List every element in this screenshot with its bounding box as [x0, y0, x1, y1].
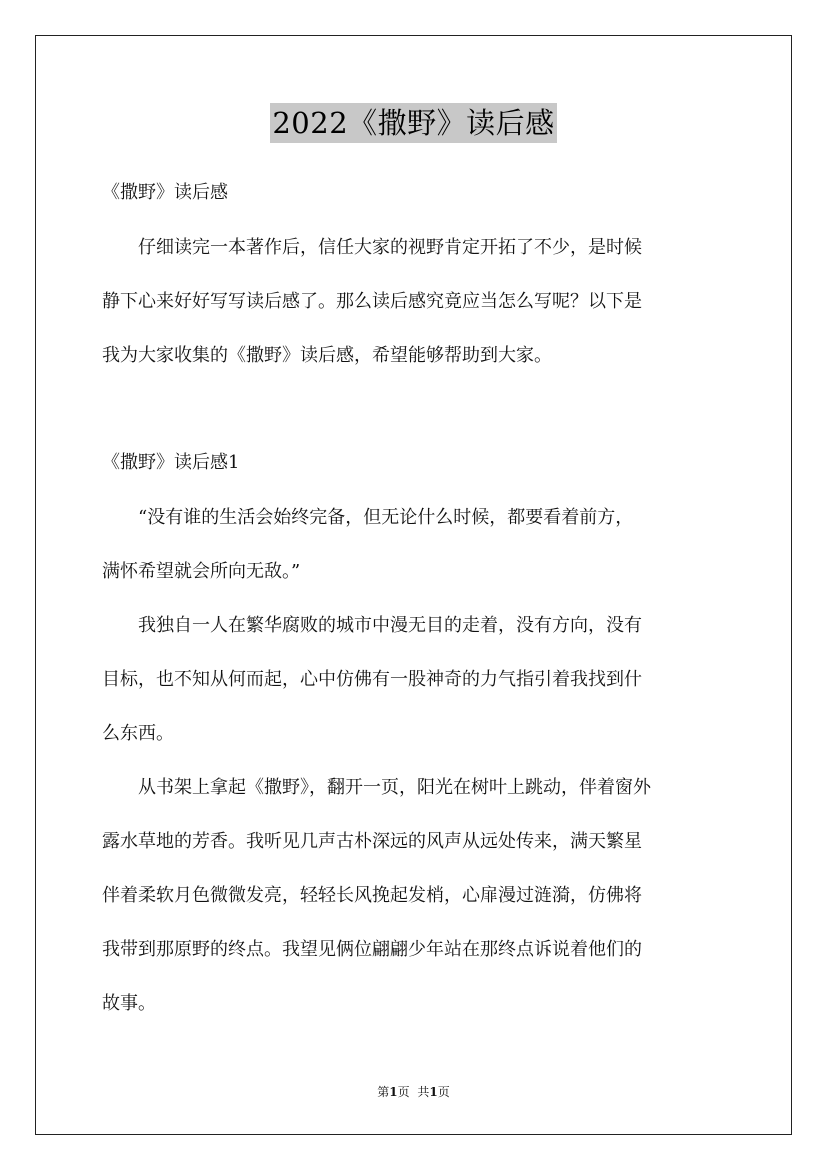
- page-number: 1: [389, 1085, 398, 1099]
- quote-line: 满怀希望就会所向无敌。”: [102, 561, 301, 582]
- paragraph-line: 我带到那原野的终点。我望见俩位翩翩少年站在那终点诉说着他们的: [102, 939, 642, 960]
- paragraph-line: 故事。: [102, 993, 156, 1014]
- document-body: [102, 176, 727, 1021]
- paragraph-line: 目标，也不知从何而起，心中仿佛有一股神奇的力气指引着我找到什: [102, 669, 642, 690]
- intro-paragraph: [102, 231, 727, 373]
- title-container: [0, 103, 827, 143]
- paragraph-line: 我独自一人在繁华腐败的城市中漫无目的走着，没有方向，没有: [138, 615, 642, 636]
- page-label-suffix: 页: [397, 1085, 410, 1099]
- quote-paragraph: [102, 501, 727, 589]
- quote-line: “没有谁的生活会始终完备，但无论什么时候，都要看着前方，: [138, 507, 634, 528]
- paragraph-line: 从书架上拿起《撒野》，翻开一页，阳光在树叶上跳动，伴着窗外: [138, 777, 651, 798]
- total-prefix: 共: [417, 1085, 430, 1099]
- paragraph-line: 露水草地的芳香。我听见几声古朴深远的风声从远处传来，满天繁星: [102, 831, 642, 852]
- body-paragraph: [102, 771, 727, 1021]
- intro-line: 静下心来好好写写读后感了。那么读后感究竟应当怎么写呢？以下是: [102, 291, 642, 312]
- total-suffix: 页: [437, 1085, 450, 1099]
- intro-line: 仔细读完一本著作后，信任大家的视野肯定开拓了不少，是时候: [138, 237, 642, 258]
- article-heading: 《撒野》读后感1: [102, 452, 240, 473]
- paragraph-line: 么东西。: [102, 723, 174, 744]
- page-footer: [0, 1083, 827, 1100]
- body-paragraph: [102, 609, 727, 751]
- intro-line: 我为大家收集的《撒野》读后感，希望能够帮助到大家。: [102, 345, 552, 366]
- paragraph-line: 伴着柔软月色微微发亮，轻轻长风挽起发梢，心扉漫过涟漪，仿佛将: [102, 885, 642, 906]
- page-label-prefix: 第: [377, 1085, 390, 1099]
- document-title: 2022《撒野》读后感: [270, 103, 556, 143]
- total-pages: 1: [429, 1085, 438, 1099]
- section-heading: 《撒野》读后感: [102, 182, 228, 203]
